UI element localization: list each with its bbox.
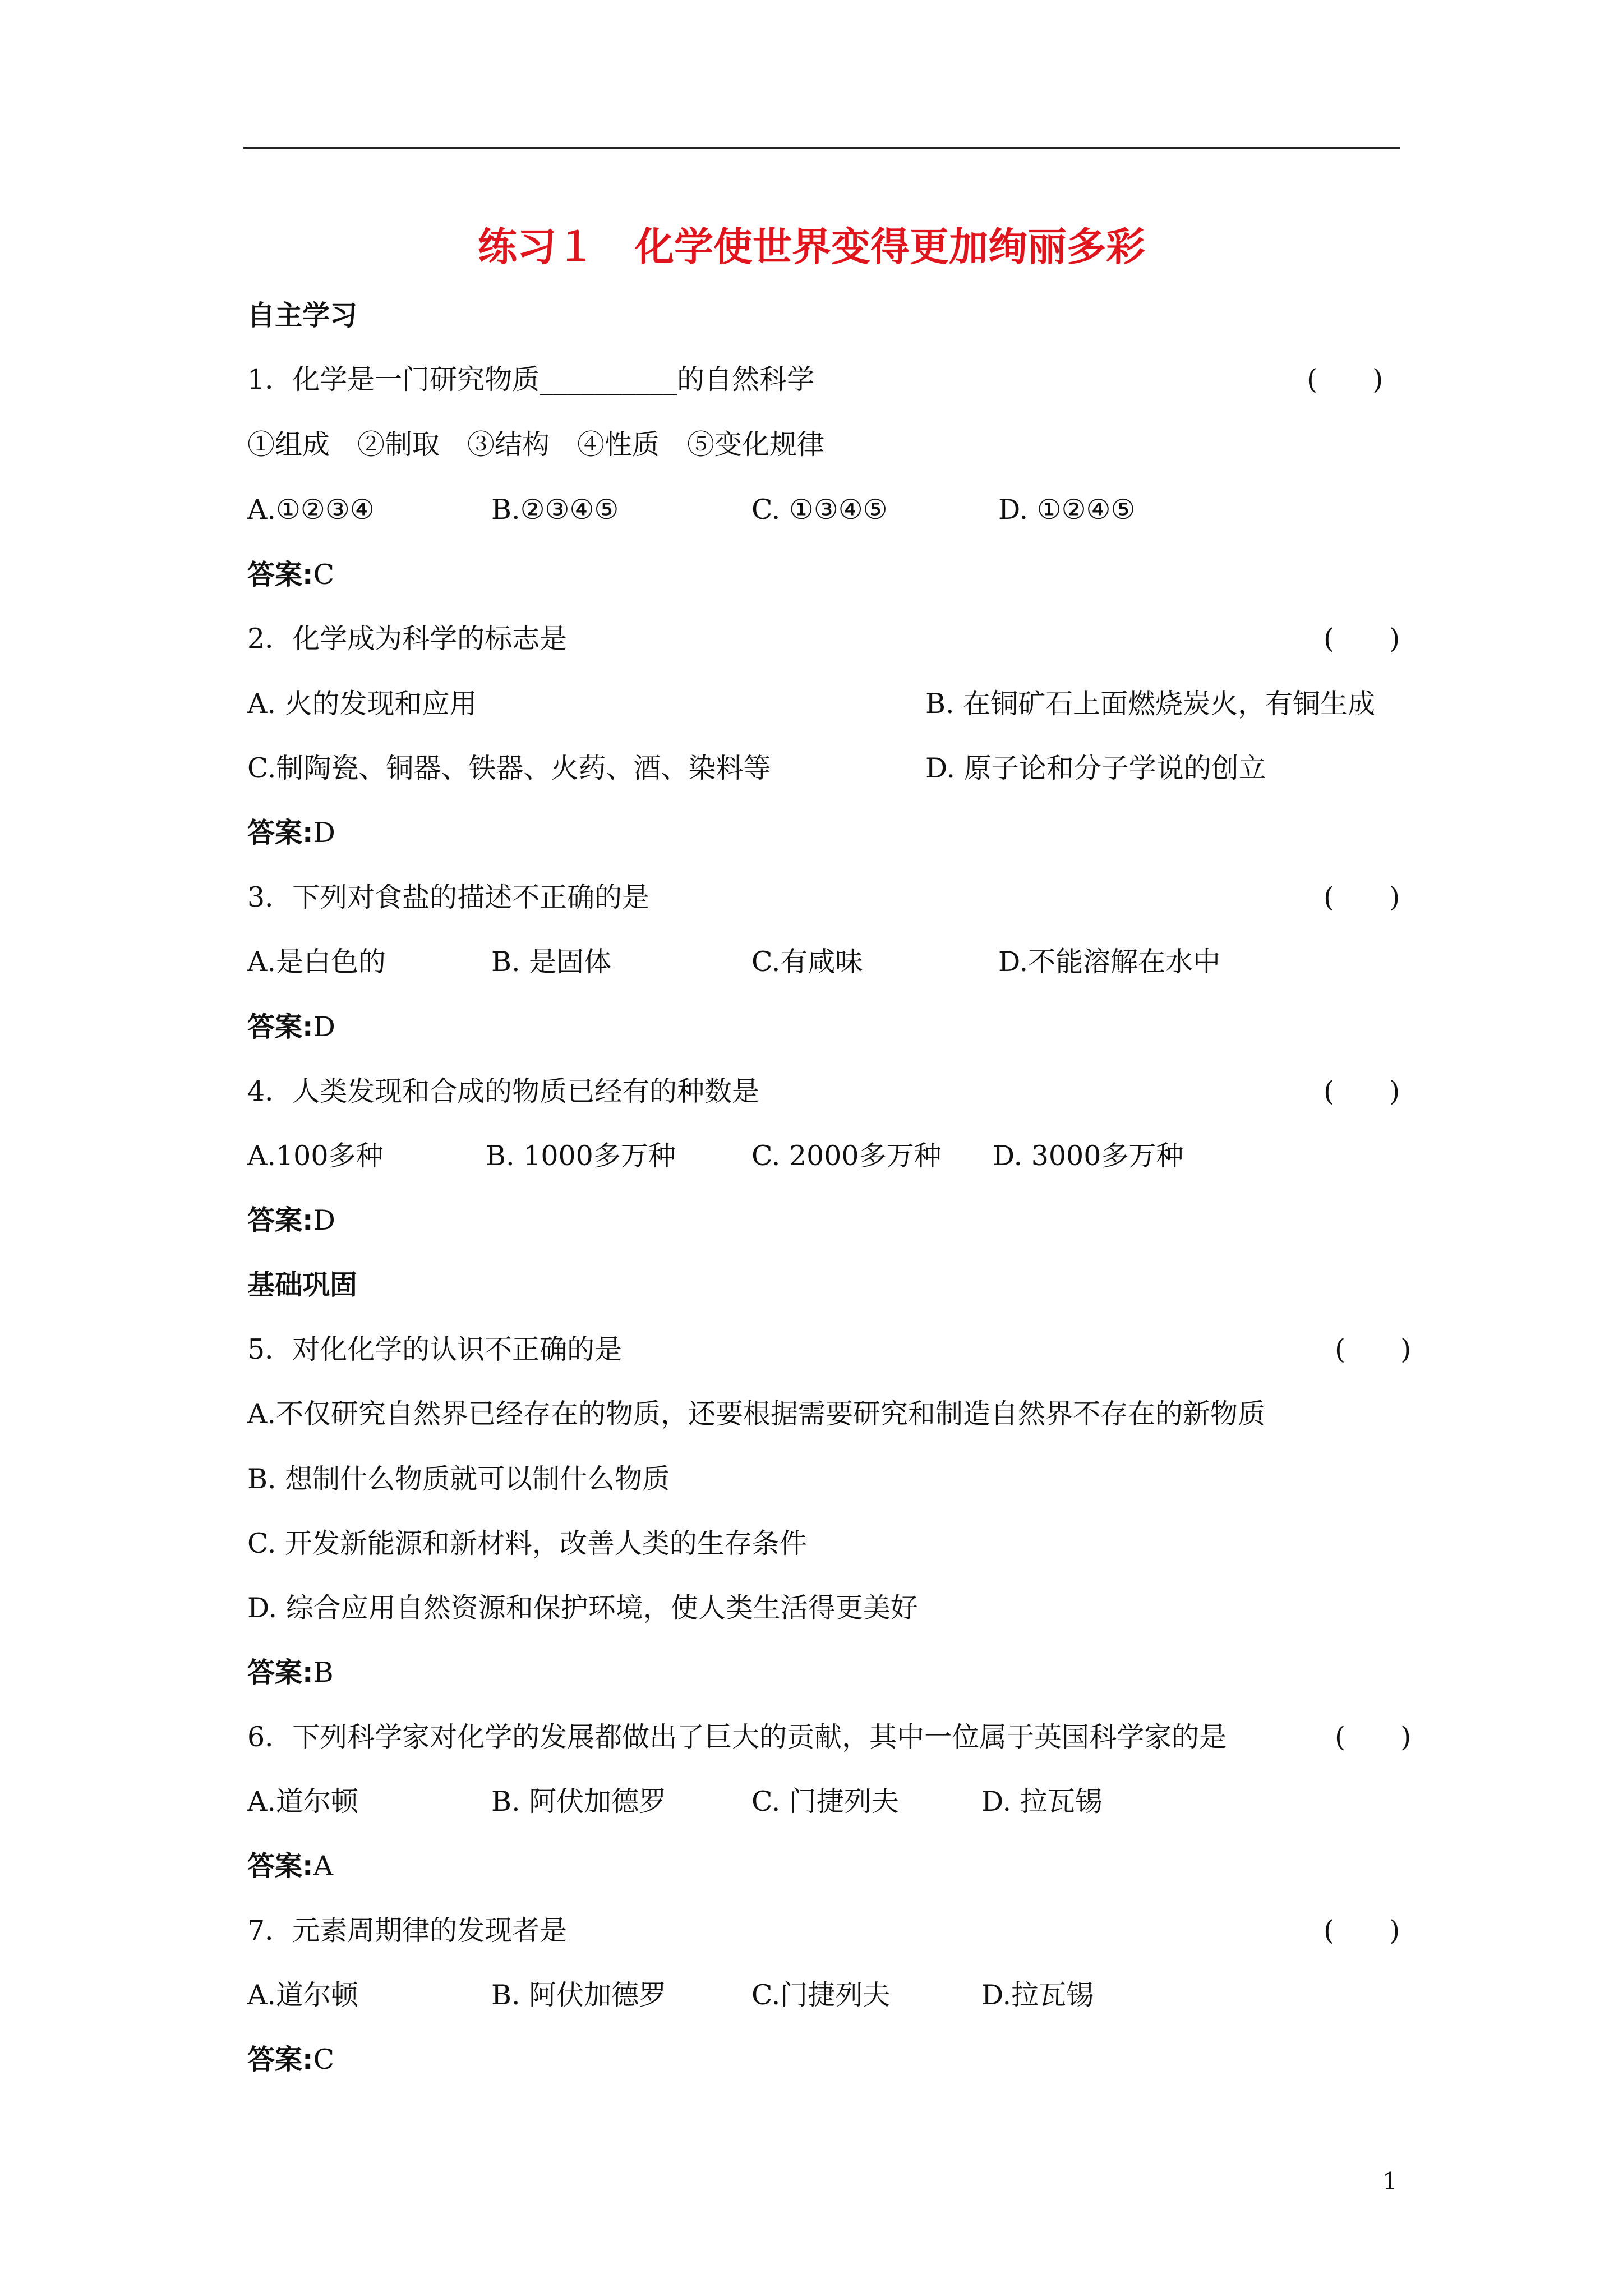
answer-value: C [313, 2044, 335, 2076]
answer-value: D [313, 1011, 335, 1043]
question-5-option-d: D. 综合应用自然资源和保护环境，使人类生活得更美好 [247, 1592, 918, 1624]
question-1-items: ①组成 ②制取 ③结构 ④性质 ⑤变化规律 [247, 429, 825, 461]
answer-value: D [313, 817, 335, 849]
answer-value: C [313, 559, 335, 591]
question-3-option-a: A.是白色的 [247, 946, 386, 978]
question-4-answer [247, 1204, 335, 1236]
question-6-stem: 6．下列科学家对化学的发展都做出了巨大的贡献，其中一位属于英国科学家的是 [247, 1721, 1227, 1753]
question-1-stem: 1．化学是一门研究物质__________的自然科学 [247, 364, 815, 395]
question-2-option-c: C.制陶瓷、铜器、铁器、火药、酒、染料等 [247, 752, 771, 784]
question-7-option-b: B. 阿伏加德罗 [491, 1979, 667, 2011]
question-6-option-b: B. 阿伏加德罗 [491, 1786, 667, 1818]
section-heading-self-study: 自主学习 [247, 300, 358, 332]
answer-label: 答案: [247, 1011, 313, 1043]
question-4-answer-blank: ( ) [1324, 1075, 1400, 1107]
question-1-answer [247, 559, 335, 591]
question-6-option-d: D. 拉瓦锡 [981, 1786, 1103, 1818]
question-1-option-a: A.①②③④ [247, 494, 375, 526]
question-4-stem: 4．人类发现和合成的物质已经有的种数是 [247, 1075, 760, 1107]
header-rule [243, 147, 1400, 149]
question-1-option-b: B.②③④⑤ [491, 494, 619, 526]
question-7-option-c: C.门捷列夫 [751, 1979, 891, 2011]
question-2-option-d: D. 原子论和分子学说的创立 [925, 752, 1266, 784]
question-4-option-a: A.100多种 [247, 1140, 384, 1172]
question-2-answer-blank: ( ) [1324, 623, 1400, 655]
question-1-option-d: D. ①②④⑤ [998, 494, 1136, 526]
answer-label: 答案: [247, 817, 313, 849]
question-7-stem: 7．元素周期律的发现者是 [247, 1915, 568, 1947]
answer-label: 答案: [247, 1204, 313, 1236]
question-7-option-d: D.拉瓦锡 [981, 1979, 1094, 2011]
question-3-answer [247, 1013, 335, 1041]
answer-value: B [313, 1657, 334, 1688]
section-heading-consolidation: 基础巩固 [247, 1269, 358, 1301]
question-2-option-b: B. 在铜矿石上面燃烧炭火，有铜生成 [925, 688, 1376, 720]
answer-value: D [313, 1204, 335, 1236]
question-5-answer [247, 1659, 334, 1686]
question-6-option-a: A.道尔顿 [247, 1786, 358, 1818]
question-6-answer-blank: ( ) [1335, 1721, 1412, 1753]
question-2-option-a: A. 火的发现和应用 [247, 688, 477, 720]
question-3-option-c: C.有咸味 [751, 946, 863, 978]
question-5-stem: 5．对化化学的认识不正确的是 [247, 1333, 623, 1365]
question-5-option-a: A.不仅研究自然界已经存在的物质，还要根据需要研究和制造自然界不存在的新物质 [247, 1398, 1265, 1430]
answer-label: 答案: [247, 559, 313, 591]
question-3-option-d: D.不能溶解在水中 [998, 946, 1221, 978]
answer-label: 答案: [247, 1850, 313, 1882]
question-4-option-c: C. 2000多万种 [751, 1140, 942, 1172]
question-6-answer [247, 1852, 333, 1880]
question-3-stem: 3．下列对食盐的描述不正确的是 [247, 881, 650, 913]
question-5-option-c: C. 开发新能源和新材料，改善人类的生存条件 [247, 1527, 807, 1559]
page-number: 1 [1382, 2168, 1398, 2195]
question-3-answer-blank: ( ) [1324, 881, 1400, 913]
question-6-option-c: C. 门捷列夫 [751, 1786, 899, 1818]
question-4-option-b: B. 1000多万种 [486, 1140, 676, 1172]
question-5-option-b: B. 想制什么物质就可以制什么物质 [247, 1463, 670, 1495]
question-7-answer [247, 2044, 335, 2076]
answer-label: 答案: [247, 2044, 313, 2076]
question-3-option-b: B. 是固体 [491, 946, 612, 978]
page-title: 练习１ 化学使世界变得更加绚丽多彩 [478, 224, 1145, 270]
question-2-stem: 2．化学成为科学的标志是 [247, 623, 568, 655]
answer-value: A [313, 1850, 333, 1882]
question-4-option-d: D. 3000多万种 [993, 1140, 1184, 1172]
question-2-answer [247, 817, 335, 849]
question-7-answer-blank: ( ) [1324, 1915, 1400, 1947]
question-5-answer-blank: ( ) [1335, 1333, 1412, 1365]
answer-label: 答案: [247, 1657, 313, 1688]
question-7-option-a: A.道尔顿 [247, 1979, 358, 2011]
question-1-answer-blank: ( ) [1307, 364, 1384, 395]
question-1-option-c: C. ①③④⑤ [751, 494, 888, 526]
